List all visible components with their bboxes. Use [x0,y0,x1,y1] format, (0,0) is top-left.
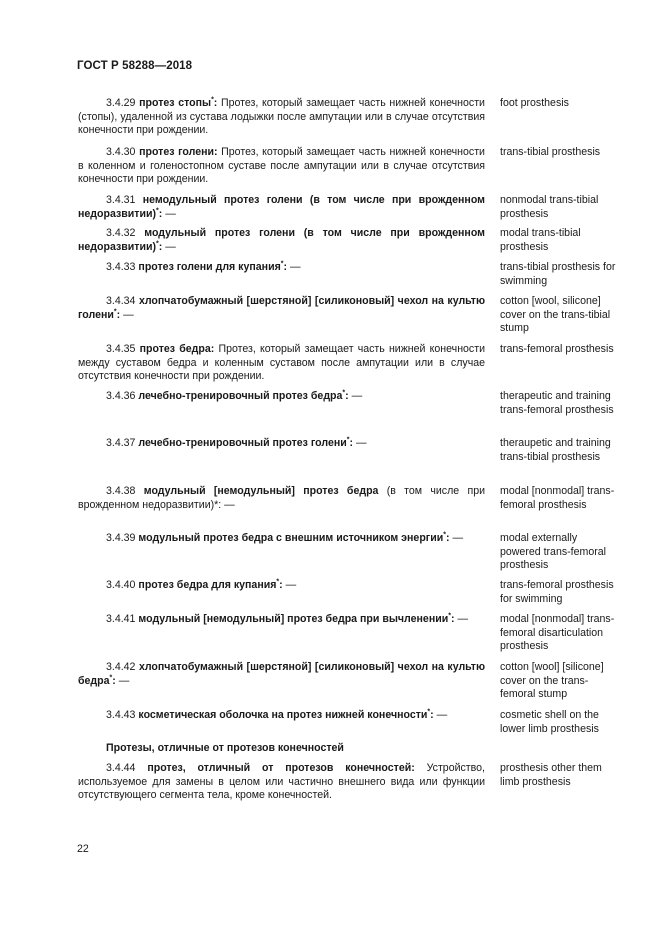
term-entry-3-4-37: 3.4.37 лечебно-тренировочный протез голени*: — [106,436,367,449]
entry-number: 3.4.29 [106,97,136,109]
term-entry-3-4-39: 3.4.39 модульный протез бедра с внешним источником энергии*: — [106,531,464,544]
entry-number: 3.4.36 [106,390,136,402]
term-english-3-4-42: cotton [wool] [silicone] cover on the trans-femoral stump [500,661,604,701]
entry-definition: (в том числе при врожденном недоразвитии)*: — [78,485,486,511]
entry-term: немодульный протез голени (в том числе при врожденном недоразвитии) [78,194,485,220]
entry-term: модульный [немодульный] протез бедра [143,485,379,497]
entry-definition: Протез, который замещает часть нижней конечности в коленном и голеностопном суставе после ампутации или в случае отсутствия конечности при рождении. [78,146,485,186]
entry-definition: — [457,613,469,625]
entry-definition: — [123,308,134,321]
entry-term: модульный [немодульный] протез бедра при вычленении [138,613,449,625]
entry-definition: Протез, который замещает часть нижней конечности (стопы), удаленной из сустава лодыжки после ампутации или в случае отсутствия конечности при рождении. [78,97,485,137]
entry-number: 3.4.42 [106,661,136,673]
entry-term: лечебно-тренировочный протез голени [138,437,347,449]
entry-definition: Устройство, используемое для замены в целом или частично внешнего вида или функции отсутствующего сегмента тела, кроме конечностей. [78,762,486,802]
term-english-3-4-38: modal [nonmodal] trans-femoral prosthesis [500,485,615,511]
entry-term: модульный протез голени (в том числе при врожденном недоразвитии) [78,227,485,253]
entry-term: хлопчатобумажный [шерстяной] [силиконовый] чехол на культю бедра [78,661,485,687]
entry-definition: — [289,261,301,273]
entry-term: протез голени для купания [138,261,281,273]
entry-number: 3.4.39 [106,532,136,544]
term-entry-3-4-38 [78,485,485,512]
entry-number: 3.4.33 [106,261,136,273]
entry-term: лечебно-тренировочный протез бедра [138,390,343,402]
entry-number: 3.4.43 [106,709,136,721]
term-english-3-4-33: trans-tibial prosthesis for swimming [500,261,616,287]
entry-number: 3.4.41 [106,613,136,625]
term-english-3-4-44: prosthesis other them limb prosthesis [500,762,602,788]
entry-number: 3.4.35 [106,343,136,355]
entry-term: протез бедра [139,343,211,355]
term-entry-3-4-31: 3.4.31 немодульный протез голени (в том числе при врожденном недоразвитии)*: — [78,194,485,220]
entry-definition: — [355,437,367,449]
entry-term: протез голени [139,146,215,158]
entry-number: 3.4.37 [106,437,136,449]
term-entry-3-4-33: 3.4.33 протез голени для купания*: — [106,260,301,273]
entry-term: косметическая оболочка на протез нижней конечности [138,709,428,721]
term-entry-3-4-40: 3.4.40 протез бедра для купания*: — [106,578,297,591]
term-english-3-4-31: nonmodal trans-tibial prosthesis [500,194,599,220]
section-heading: Протезы, отличные от протезов конечностей [106,742,344,754]
term-english-3-4-37: theraupetic and training trans-tibial prosthesis [500,437,611,463]
entry-definition: — [436,709,448,721]
term-entry-3-4-44: 3.4.44 протез, отличный от протезов конечностей: Устройство, используемое для замены в целом или частично внешнего вида или функции отсутствующего сегмента тела, кроме конечностей. [78,762,486,802]
term-english-3-4-32: modal trans-tibial prosthesis [500,227,581,253]
term-entry-3-4-32: 3.4.32 модульный протез голени (в том числе при врожденном недоразвитии)*: — [78,227,485,253]
entry-definition: — [118,674,130,687]
entry-term: протез стопы [139,97,212,109]
entry-number: 3.4.30 [106,146,136,158]
term-english-3-4-40: trans-femoral prosthesis for swimming [500,579,614,605]
term-entry-3-4-36: 3.4.36 лечебно-тренировочный протез бедра*: — [106,389,363,402]
term-english-3-4-35: trans-femoral prosthesis [500,343,614,355]
entry-term: модульный протез бедра с внешним источником энергии [138,532,444,544]
term-entry-3-4-42: 3.4.42 хлопчатобумажный [шерстяной] [силиконовый] чехол на культю бедра*: — [78,661,485,687]
entry-number: 3.4.31 [106,194,136,206]
term-english-3-4-36: therapeutic and training trans-femoral prosthesis [500,390,614,416]
term-english-3-4-34: cotton [wool, silicone] cover on the trans-tibial stump [500,295,611,335]
page-number: 22 [77,843,89,855]
entry-number: 3.4.40 [106,579,136,591]
term-english-3-4-30: trans-tibial prosthesis [500,146,601,158]
term-entry-3-4-30: 3.4.30 протез голени: Протез, который замещает часть нижней конечности в коленном и голеностопном суставе после ампутации или в случае отсутствия конечности при рождении. [78,146,485,186]
entry-definition: — [351,390,363,402]
entry-number: 3.4.38 [106,485,136,497]
term-english-3-4-29: foot prosthesis [500,97,569,109]
term-english-3-4-41: modal [nonmodal] trans-femoral disarticulation prosthesis [500,613,615,653]
entry-definition: — [452,532,464,544]
term-entry-3-4-34: 3.4.34 хлопчатобумажный [шерстяной] [силиконовый] чехол на культю голени*: — [78,295,485,321]
entry-number: 3.4.34 [106,295,136,307]
term-english-3-4-43: cosmetic shell on the lower limb prosthesis [500,709,599,735]
term-entry-3-4-43: 3.4.43 косметическая оболочка на протез нижней конечности*: — [106,708,448,721]
entry-number: 3.4.44 [106,762,136,774]
entry-term: протез, отличный от протезов конечностей [147,762,412,774]
entry-definition: — [165,207,176,220]
term-entry-3-4-35: 3.4.35 протез бедра: Протез, который замещает часть нижней конечности между суставом бедра и коленным суставом после ампутации или в случае отсутствия конечности при рождении. [78,343,485,383]
entry-number: 3.4.32 [106,227,136,239]
document-header: ГОСТ Р 58288—2018 [77,60,193,72]
entry-term: хлопчатобумажный [шерстяной] [силиконовый] чехол на культю голени [78,295,485,321]
entry-term: протез бедра для купания [138,579,277,591]
term-entry-3-4-41: 3.4.41 модульный [немодульный] протез бедра при вычленении*: — [106,612,469,625]
entry-definition: — [285,579,297,591]
term-english-3-4-39: modal externally powered trans-femoral prosthesis [500,532,606,572]
entry-definition: — [165,240,176,253]
term-entry-3-4-29: 3.4.29 протез стопы*: Протез, который замещает часть нижней конечности (стопы), удаленной из сустава лодыжки после ампутации или в случае отсутствия конечности при рождении. [78,96,485,137]
entry-definition: Протез, который замещает часть нижней конечности между суставом бедра и коленным суставом после ампутации или в случае отсутствия конечности при рождении. [78,343,485,383]
